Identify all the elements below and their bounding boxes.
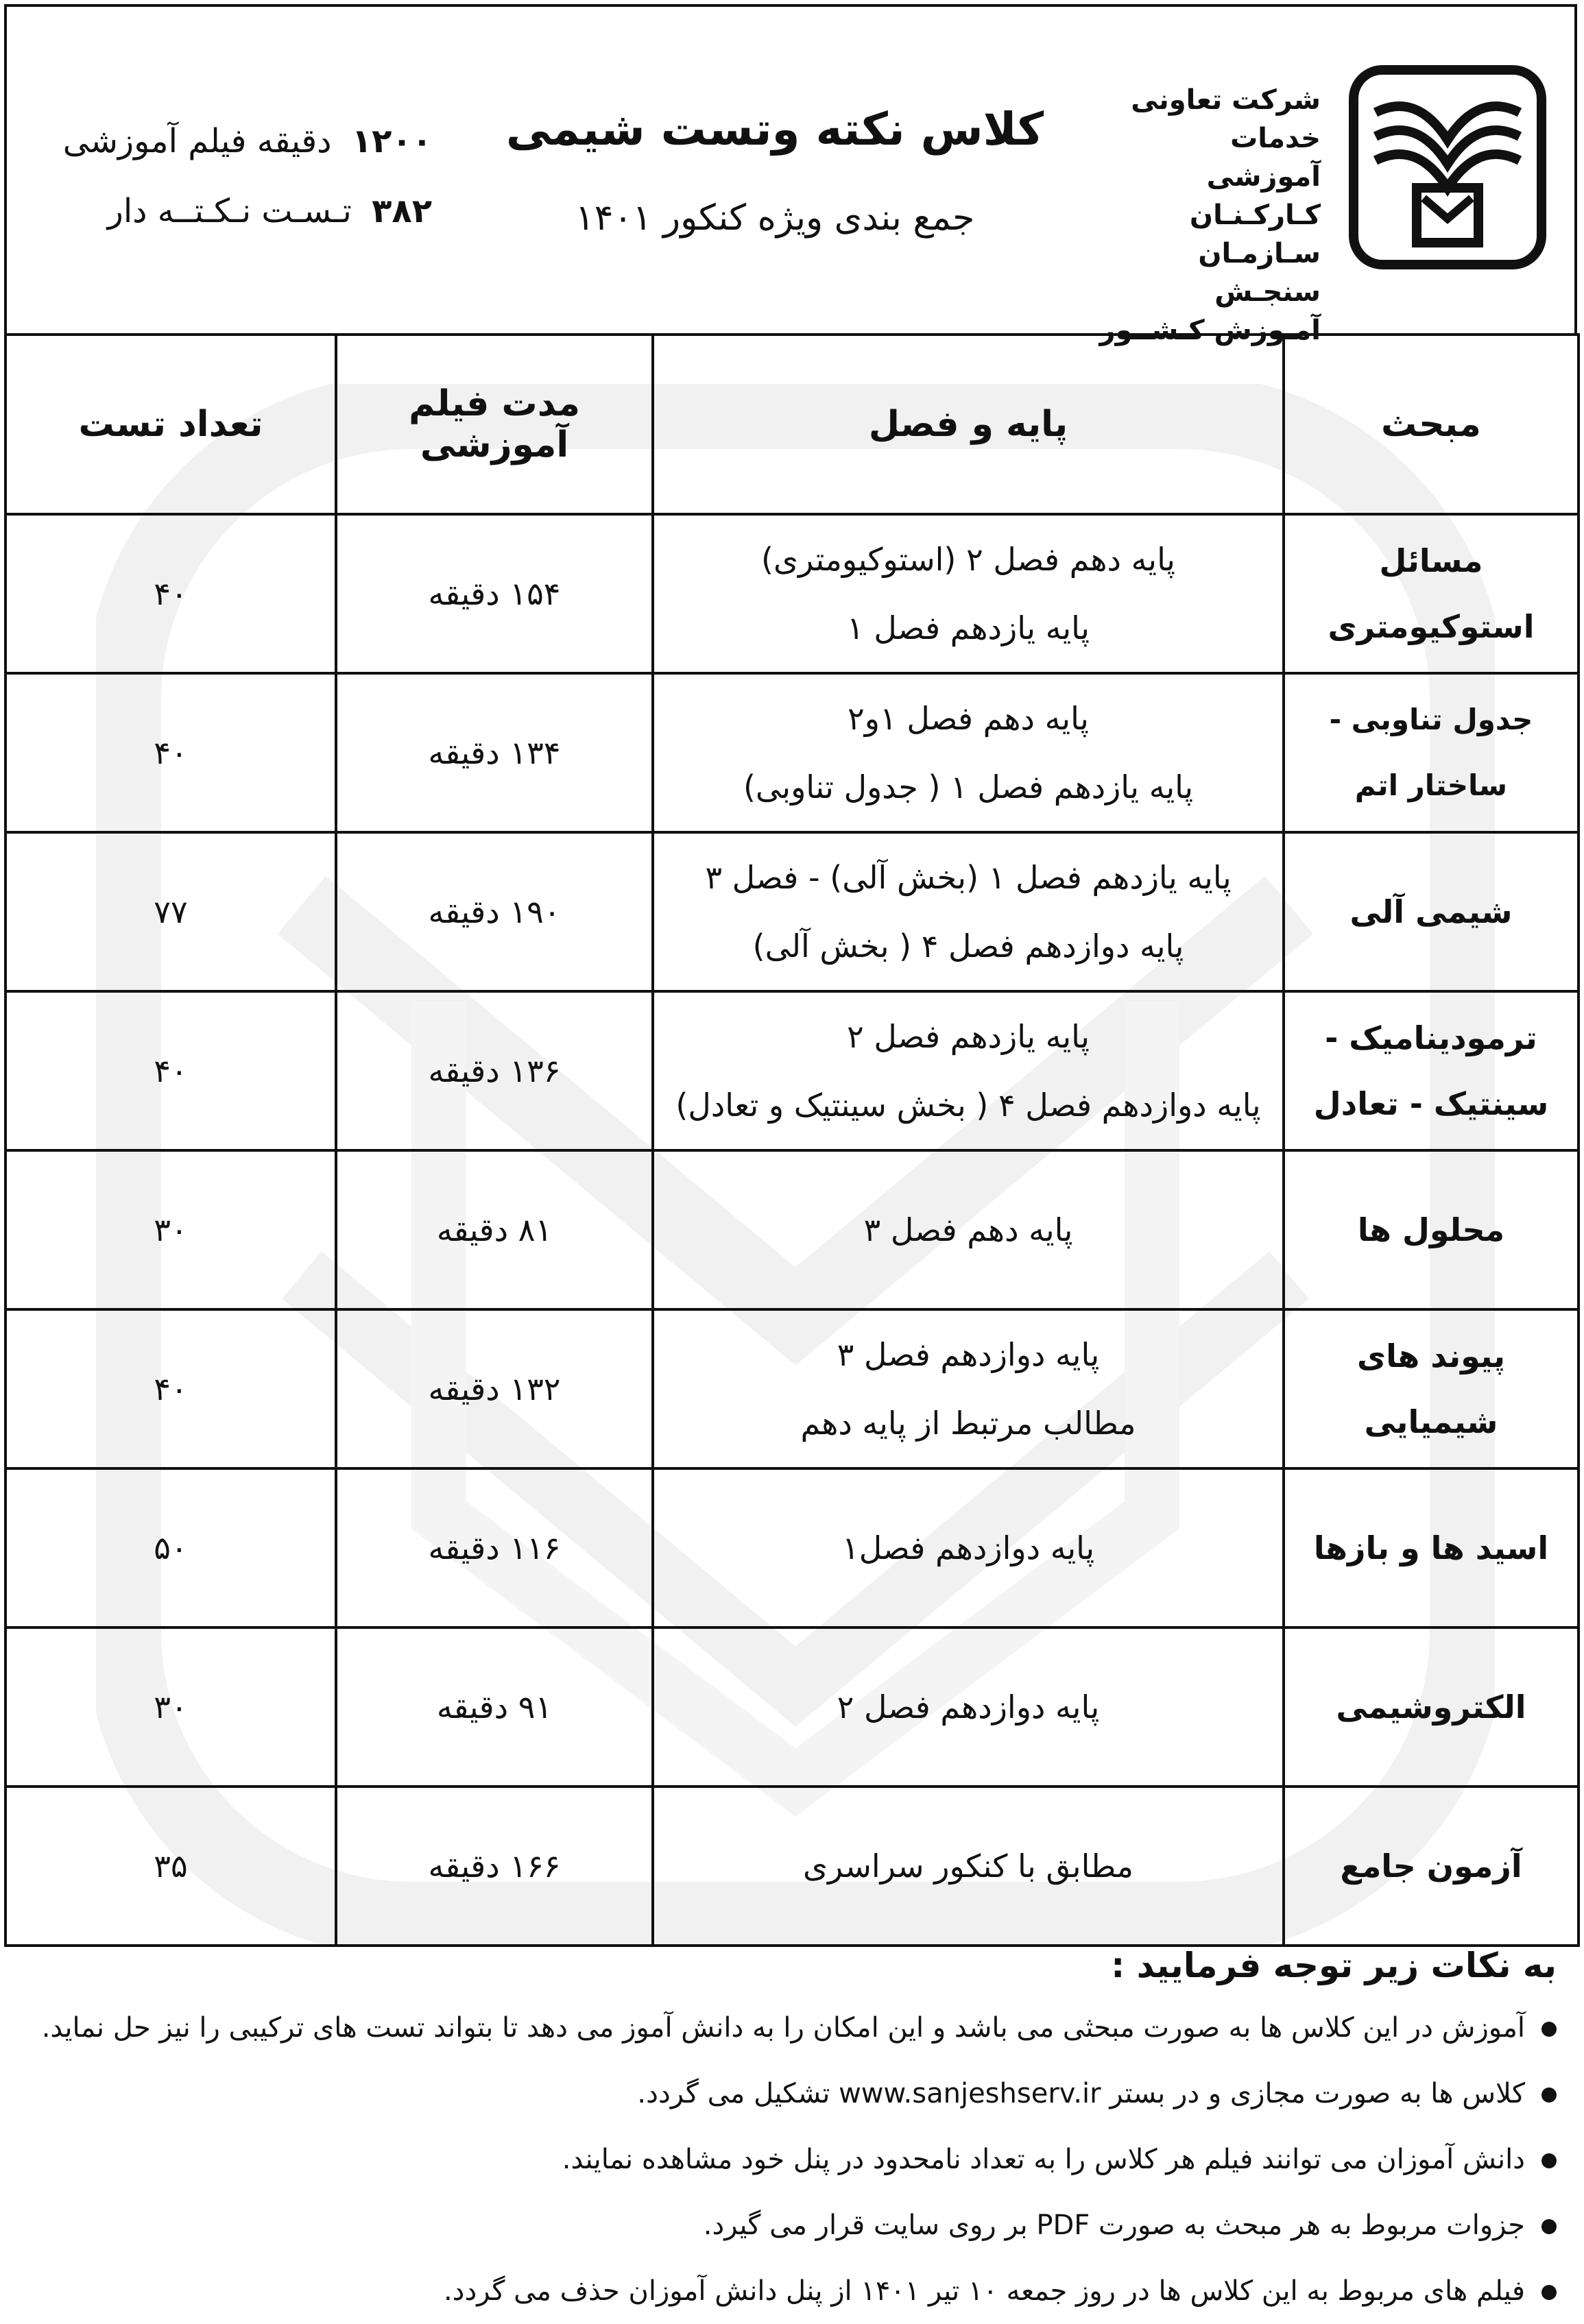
- chapter-line: پایه یازدهم فصل ۱ (بخش آلی) - فصل ۳: [705, 859, 1232, 896]
- organization-name: [1088, 81, 1321, 350]
- table-row: [5, 832, 1579, 991]
- test-count-label: تـسـت نـکـتــه دار: [107, 192, 352, 230]
- note-text: کلاس ها به صورت مجازی و در بستر www.sanjeshserv.ir تشکیل می گردد.: [637, 2078, 1525, 2109]
- course-table: [4, 333, 1580, 1947]
- note-text: دانش آموزان می توانند فیلم هر کلاس را به تعداد نامحدود در پنل خود مشاهده نمایند.: [562, 2144, 1525, 2175]
- page-subtitle: جمع بندی ویژه کنکور ۱۴۰۱: [575, 197, 975, 239]
- duration-cell: ۱۳۲ دقیقه: [336, 1309, 653, 1468]
- subject-cell: الکتروشیمی: [1284, 1627, 1579, 1787]
- subject-line: ترمودینامیک -: [1325, 1019, 1537, 1056]
- table-row: [5, 1787, 1579, 1946]
- header: [4, 4, 1577, 346]
- chapter-line: مطالب مرتبط از پایه دهم: [800, 1405, 1136, 1442]
- column-header-duration: مدت فیلم آموزشی: [336, 335, 653, 514]
- bullet-icon: [1541, 2219, 1557, 2234]
- duration-cell: ۸۱ دقیقه: [336, 1150, 653, 1309]
- bullet-icon: [1541, 2087, 1557, 2103]
- chapter-cell: [653, 991, 1284, 1150]
- table-header-row: [5, 335, 1579, 514]
- duration-cell: ۹۱ دقیقه: [336, 1627, 653, 1787]
- note-item: [34, 1995, 1557, 2061]
- chapter-cell: [653, 832, 1284, 991]
- video-minutes-label: دقیقه فیلم آموزشی: [62, 122, 332, 160]
- org-line: شرکت تعاونی خدمات: [1131, 84, 1321, 154]
- chapter-line: مطابق با کنکور سراسری: [802, 1848, 1134, 1885]
- notes-list: [34, 1995, 1557, 2324]
- column-header-chapter: پایه و فصل: [653, 335, 1284, 514]
- note-text: فیلم های مربوط به این کلاس ها در روز جمعه ۱۰ تیر ۱۴۰۱ از پنل دانش آموزان حذف می گردد.: [443, 2275, 1525, 2307]
- tests-cell: ۳۵: [5, 1787, 336, 1946]
- tests-cell: ۴۰: [5, 514, 336, 673]
- tests-cell: ۳۰: [5, 1150, 336, 1309]
- subject-cell: شیمی آلی: [1284, 832, 1579, 991]
- table-row: [5, 1150, 1579, 1309]
- note-text: جزوات مربوط به هر مبحث به صورت PDF بر روی سایت قرار می گیرد.: [703, 2210, 1525, 2241]
- duration-cell: ۱۶۶ دقیقه: [336, 1787, 653, 1946]
- chapter-line: پایه دوازدهم فصل ۴ ( بخش آلی): [752, 928, 1184, 965]
- notes-section: [34, 1946, 1557, 2324]
- subject-cell: محلول ها: [1284, 1150, 1579, 1309]
- chapter-line: پایه دوازدهم فصل ۴ ( بخش سینتیک و تعادل): [675, 1087, 1261, 1124]
- bullet-icon: [1541, 2022, 1557, 2037]
- table-row: [5, 673, 1579, 832]
- tests-cell: ۵۰: [5, 1468, 336, 1627]
- duration-cell: ۱۱۶ دقیقه: [336, 1468, 653, 1627]
- chapter-cell: [653, 514, 1284, 673]
- page-title: کلاس نکته وتست شیمی: [505, 103, 1044, 156]
- note-text: آموزش در این کلاس ها به صورت مبحثی می باشد و این امکان را به دانش آموز می دهد تا بتواند تست های ترکیبی را نیز حل نماید.: [41, 2012, 1525, 2044]
- org-line: آموزشی کـارکـنـان: [1189, 161, 1321, 231]
- subject-cell: اسید ها و بازها: [1284, 1468, 1579, 1627]
- table-row: [5, 1309, 1579, 1468]
- tests-cell: ۴۰: [5, 1309, 336, 1468]
- chapter-line: پایه یازدهم فصل ۱ ( جدول تناوبی): [743, 768, 1194, 806]
- tests-cell: ۷۷: [5, 832, 336, 991]
- chapter-line: پایه دهم فصل ۲ (استوکیومتری): [761, 541, 1175, 578]
- tests-cell: ۴۰: [5, 991, 336, 1150]
- note-item: [34, 2061, 1557, 2127]
- column-header-tests: تعداد تست: [5, 335, 336, 514]
- bullet-icon: [1541, 2153, 1557, 2168]
- chapter-cell: [653, 1787, 1284, 1946]
- chapter-cell: [653, 673, 1284, 832]
- video-minutes-stat: [48, 122, 432, 160]
- bullet-icon: [1541, 2285, 1557, 2300]
- chapter-line: پایه یازدهم فصل ۱: [847, 609, 1090, 646]
- subject-cell: جدول تناوبی - ساختار اتم: [1284, 673, 1579, 832]
- subject-cell: [1284, 991, 1579, 1150]
- test-count-stat: [48, 192, 432, 230]
- duration-cell: ۱۹۰ دقیقه: [336, 832, 653, 991]
- chapter-line: پایه دهم فصل ۳: [863, 1211, 1073, 1248]
- note-item: [34, 2192, 1557, 2258]
- subject-cell: آزمون جامع: [1284, 1787, 1579, 1946]
- note-item: [34, 2127, 1557, 2192]
- chapter-line: پایه دوازدهم فصل ۳: [837, 1336, 1100, 1373]
- chapter-line: پایه دهم فصل ۱و۲: [848, 700, 1089, 737]
- subject-cell: پیوند های شیمیایی: [1284, 1309, 1579, 1468]
- chapter-cell: [653, 1468, 1284, 1627]
- chapter-cell: [653, 1150, 1284, 1309]
- org-line: آمـوزش کـشــور: [1099, 315, 1321, 346]
- subject-line: سینتیک - تعادل: [1313, 1085, 1549, 1122]
- chapter-line: پایه دوازدهم فصل۱: [841, 1529, 1094, 1566]
- org-line: سـازمـان سنجـش: [1198, 238, 1321, 308]
- duration-cell: ۱۳۴ دقیقه: [336, 673, 653, 832]
- tests-cell: ۳۰: [5, 1627, 336, 1787]
- table-row: [5, 1627, 1579, 1787]
- note-item: [34, 2258, 1557, 2324]
- video-minutes-number: ۱۲۰۰: [351, 122, 432, 160]
- table-row: [5, 991, 1579, 1150]
- test-count-number: ۳۸۲: [372, 192, 432, 230]
- notes-title: به نکات زیر توجه فرمایید :: [1111, 1946, 1557, 1985]
- table-row: [5, 1468, 1579, 1627]
- duration-cell: ۱۳۶ دقیقه: [336, 991, 653, 1150]
- chapter-line: پایه یازدهم فصل ۲: [847, 1018, 1090, 1055]
- chapter-line: پایه دوازدهم فصل ۲: [837, 1688, 1100, 1726]
- tests-cell: ۴۰: [5, 673, 336, 832]
- chapter-cell: [653, 1309, 1284, 1468]
- subject-cell: مسائل استوکیومتری: [1284, 514, 1579, 673]
- duration-cell: ۱۵۴ دقیقه: [336, 514, 653, 673]
- table-row: [5, 514, 1579, 673]
- organization-logo-icon: [1348, 64, 1547, 270]
- column-header-subject: مبحث: [1284, 335, 1579, 514]
- chapter-cell: [653, 1627, 1284, 1787]
